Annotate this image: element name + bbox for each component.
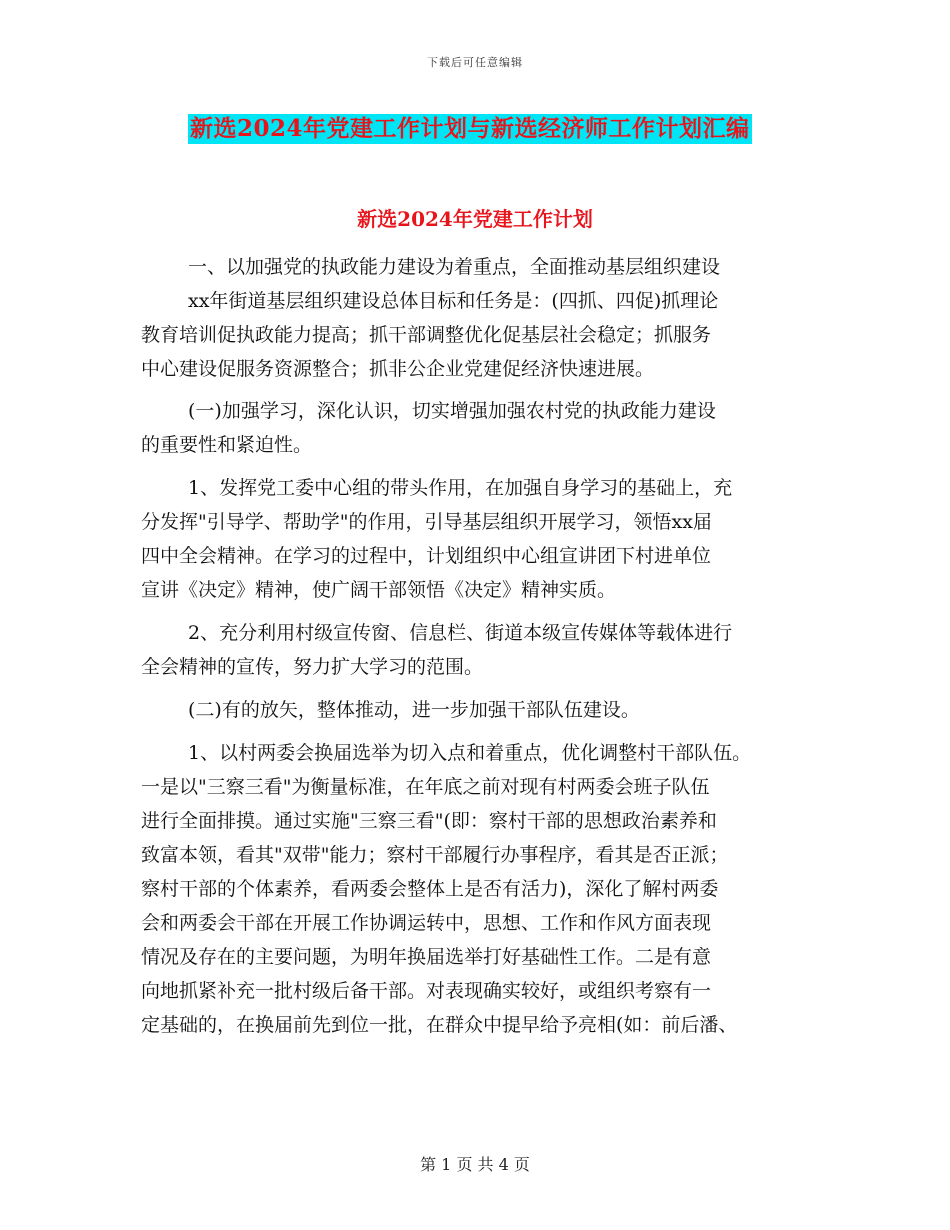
paragraph-line: 分发挥"引导学、帮助学"的作用，引导基层组织开展学习，领悟xx届 [141, 511, 712, 533]
paragraph-line: 一、以加强党的执政能力建设为着重点，全面推动基层组织建设 [188, 256, 721, 278]
paragraph-line: 情况及存在的主要问题，为明年换届选举打好基础性工作。二是有意 [141, 946, 712, 968]
paragraph-line: 教育培训促执政能力提高；抓干部调整优化促基层社会稳定；抓服务 [141, 324, 712, 346]
page-number-footer: 第 1 页 共 4 页 [420, 1155, 530, 1174]
paragraph-line: xx年街道基层组织建设总体目标和任务是：(四抓、四促)抓理论 [188, 290, 719, 312]
paragraph-line: (二)有的放矢，整体推动，进一步加强干部队伍建设。 [188, 699, 640, 721]
paragraph-line: 四中全会精神。在学习的过程中，计划组织中心组宣讲团下村进单位 [141, 545, 712, 567]
paragraph-line: 的重要性和紧迫性。 [141, 434, 313, 456]
header-note: 下载后可任意编辑 [427, 56, 523, 69]
paragraph-line: 1、发挥党工委中心组的带头作用，在加强自身学习的基础上，充 [188, 477, 733, 499]
paragraph-line: 2、充分利用村级宣传窗、信息栏、街道本级宣传媒体等载体进行 [188, 622, 733, 644]
paragraph-line: 进行全面排摸。通过实施"三察三看"(即：察村干部的思想政治素养和 [141, 810, 717, 832]
document-title: 新选2024年党建工作计划与新选经济师工作计划汇编 [190, 115, 750, 142]
paragraph-line: 宣讲《决定》精神，使广阔干部领悟《决定》精神实质。 [141, 579, 617, 601]
paragraph-line: 会和两委会干部在开展工作协调运转中，思想、工作和作风方面表现 [141, 912, 712, 934]
paragraph-line: (一)加强学习，深化认识，切实增强加强农村党的执政能力建设 [188, 400, 716, 422]
paragraph-line: 一是以"三察三看"为衡量标准，在年底之前对现有村两委会班子队伍 [141, 776, 710, 798]
paragraph-line: 1、以村两委会换届选举为切入点和着重点，优化调整村干部队伍。 [188, 742, 752, 764]
paragraph-line: 向地抓紧补充一批村级后备干部。对表现确实较好，或组织考察有一 [141, 980, 712, 1002]
paragraph-line: 全会精神的宣传，努力扩大学习的范围。 [141, 656, 484, 678]
paragraph-line: 致富本领，看其"双带"能力；察村干部履行办事程序，看其是否正派； [141, 844, 729, 866]
paragraph-line: 中心建设促服务资源整合；抓非公企业党建促经济快速进展。 [141, 358, 655, 380]
paragraph-line: 定基础的，在换届前先到位一批，在群众中提早给予亮相(如：前后潘、 [141, 1014, 738, 1036]
section-title: 新选2024年党建工作计划 [357, 207, 593, 231]
paragraph-line: 察村干部的个体素养，看两委会整体上是否有活力)，深化了解村两委 [141, 878, 719, 900]
